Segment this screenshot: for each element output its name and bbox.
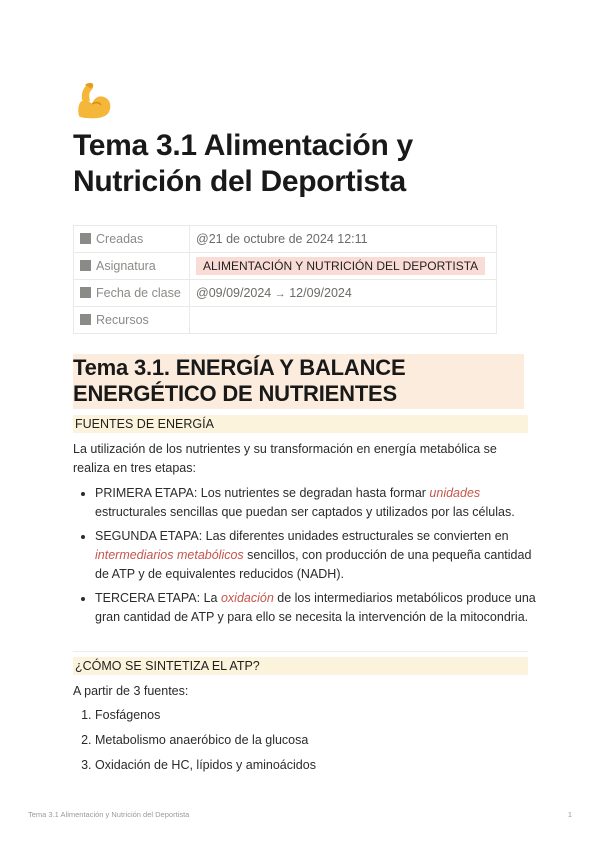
highlight-text: oxidación (220, 591, 274, 605)
list-item: • SEGUNDA ETAPA: Las diferentes unidades estructurales se convierten en intermediarios metabólicos sencillos, con producción de una pequeña cantidad de ATP y de equivalentes reducidos (NADH). (95, 527, 545, 584)
subheading-energy-sources: FUENTES DE ENERGÍA (73, 415, 528, 433)
property-row (74, 307, 497, 334)
date-end: 12/09/2024 (289, 286, 352, 300)
sources-list (73, 706, 545, 781)
property-icon (80, 260, 91, 271)
stages-list (73, 484, 545, 632)
property-value-class-date (190, 280, 497, 307)
property-value-subject (190, 253, 497, 280)
highlight-text: unidades (429, 486, 481, 500)
property-icon (80, 233, 91, 244)
property-key (74, 253, 190, 280)
property-value-created: @21 de octubre de 2024 12:11 (190, 226, 497, 253)
divider (73, 651, 528, 652)
intro-paragraph: La utilización de los nutrientes y su transformación en energía metabólica se realiza en tres etapas: (73, 442, 497, 475)
sources-intro: A partir de 3 fuentes: (73, 684, 189, 698)
list-item: • PRIMERA ETAPA: Los nutrientes se degradan hasta formar unidades estructurales sencillas que puedan ser captados y utilizados por las células. (95, 484, 545, 522)
property-key (74, 226, 190, 253)
property-key-label: Fecha de clase (96, 286, 181, 300)
date-start: @09/09/2024 (196, 286, 272, 300)
property-row (74, 226, 497, 253)
properties-table (73, 225, 497, 334)
subject-tag[interactable]: ALIMENTACIÓN Y NUTRICIÓN DEL DEPORTISTA (196, 257, 485, 275)
property-key-label: Recursos (96, 313, 149, 327)
property-icon (80, 314, 91, 325)
list-item: 1. Fosfágenos (95, 706, 545, 725)
flexed-biceps-icon (73, 80, 115, 122)
property-row (74, 280, 497, 307)
subheading-atp-synthesis: ¿CÓMO SE SINTETIZA EL ATP? (73, 657, 528, 675)
property-key (74, 307, 190, 334)
property-icon (80, 287, 91, 298)
list-item: 2. Metabolismo anaeróbico de la glucosa (95, 731, 545, 750)
property-value-resources[interactable] (190, 307, 497, 334)
property-key (74, 280, 190, 307)
property-key-label: Creadas (96, 232, 144, 246)
page-number: 1 (567, 810, 572, 819)
page-title: Tema 3.1 Alimentación y Nutrición del Deportista (73, 129, 413, 198)
list-item: 3. Oxidación de HC, lípidos y aminoácidos (95, 756, 545, 775)
arrow-right-icon: → (274, 288, 286, 300)
property-row (74, 253, 497, 280)
footer-title: Tema 3.1 Alimentación y Nutrición del Deportista (28, 810, 190, 819)
property-key-label: Asignatura (96, 259, 156, 273)
list-item: • TERCERA ETAPA: La oxidación de los intermediarios metabólicos produce una gran cantidad de ATP y para ello se necesita la intervención de la mitocondria. (95, 589, 545, 627)
highlight-text: intermediarios metabólicos (95, 548, 244, 562)
section-heading: Tema 3.1. ENERGÍA Y BALANCE ENERGÉTICO DE NUTRIENTES (73, 354, 524, 409)
